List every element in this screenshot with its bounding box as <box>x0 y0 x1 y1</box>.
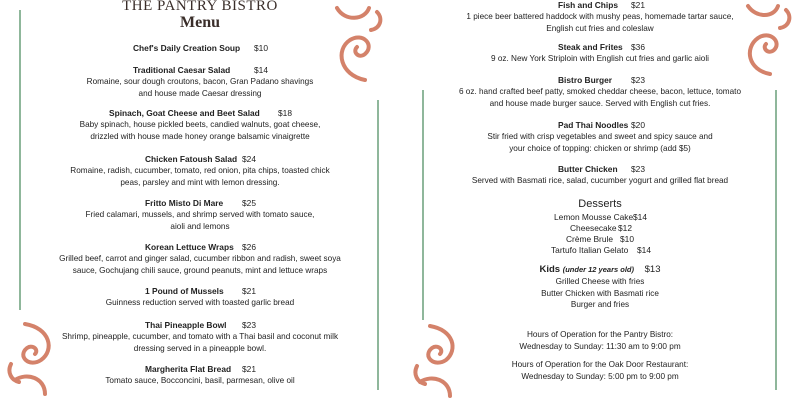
menu-subtitle: Menu <box>180 14 220 31</box>
item-description: Grilled beef, carrot and ginger salad, cucumber ribbon and radish, sweet soya sauce, Gochujang chili sauce, ground peanuts, mint and lettuce wraps <box>59 254 341 275</box>
item-name: Thai Pineapple Bowl <box>145 320 227 330</box>
kids-price: $13 <box>644 264 661 275</box>
item-price: $21 <box>242 286 256 296</box>
item-price: $10 <box>254 43 268 53</box>
item-description: Shrimp, pineapple, cucumber, and tomato with a Thai basil and coconut milk dressing served in a pineapple bowl. <box>61 332 339 353</box>
item-price: $23 <box>631 75 645 85</box>
item-price: $14 <box>254 65 268 75</box>
dessert-name: Tartufo Italian Gelato <box>551 245 629 255</box>
item-price: $18 <box>278 108 292 118</box>
item-description: Romaine, sour dough croutons, bacon, Gran Padano shavings and house made Caesar dressing <box>86 77 314 98</box>
item-name: Bistro Burger <box>558 75 612 85</box>
item-name: Fish and Chips <box>558 0 619 10</box>
hours-value: Wednesday to Sunday: 5:00 pm to 9:00 pm <box>521 371 679 381</box>
kids-item: Burger and fries <box>570 300 630 309</box>
item-price: $23 <box>631 164 645 174</box>
item-name: Korean Lettuce Wraps <box>145 242 234 252</box>
hours-pantry-bistro <box>400 329 800 352</box>
item-name: Spinach, Goat Cheese and Beet Salad <box>109 108 260 118</box>
item-description: 9 oz. New York Striploin with English cut fries and garlic aioli <box>491 54 709 63</box>
item-description: Stir fried with crisp vegetables and sweet and spicy sauce and your choice of topping: chicken or shrimp (add $5) <box>487 132 713 153</box>
item-name: Fritto Misto Di Mare <box>145 198 224 208</box>
item-name: Pad Thai Noodles <box>558 120 629 130</box>
kids-age-note: (under 12 years old) <box>562 265 634 274</box>
item-price: $36 <box>631 42 645 52</box>
item-name: Chef's Daily Creation Soup <box>133 43 241 53</box>
dessert-price: $14 <box>637 245 651 255</box>
item-price: $26 <box>242 242 256 252</box>
dessert-price: $14 <box>633 212 647 222</box>
item-name: 1 Pound of Mussels <box>145 286 224 296</box>
item-name: Chicken Fatoush Salad <box>145 154 238 164</box>
dessert-price: $12 <box>618 223 632 233</box>
item-name: Traditional Caesar Salad <box>133 65 231 75</box>
item-price: $20 <box>631 120 645 130</box>
item-description: Baby spinach, house pickled beets, candied walnuts, goat cheese, drizzled with house made honey orange balsamic vinaigrette <box>79 120 321 141</box>
kids-items <box>400 276 800 311</box>
dessert-price: $10 <box>620 234 634 244</box>
kids-heading: Kids <box>539 264 561 275</box>
dessert-name: Cheesecake <box>570 223 617 233</box>
item-price: $25 <box>242 198 256 208</box>
hours-label: Hours of Operation for the Pantry Bistro: <box>526 330 674 339</box>
item-price: $24 <box>242 154 256 164</box>
kids-item: Butter Chicken with Basmati rice <box>541 288 659 298</box>
item-price: $21 <box>242 364 256 374</box>
item-description: Fried calamari, mussels, and shrimp served with tomato sauce, aioli and lemons <box>85 210 315 231</box>
menu-page-right <box>400 0 800 400</box>
item-price: $23 <box>242 320 256 330</box>
item-description: Tomato sauce, Bocconcini, basil, parmesan, olive oil <box>105 376 295 385</box>
item-price: $21 <box>631 0 645 10</box>
item-name: Steak and Frites <box>558 42 623 52</box>
desserts-heading: Desserts <box>578 198 622 210</box>
dessert-name: Crème Brule <box>566 234 614 244</box>
item-description: 1 piece beer battered haddock with mushy peas, homemade tartar sauce, English cut fries and coleslaw <box>466 12 734 33</box>
item-description: Served with Basmati rice, salad, cucumber yogurt and grilled flat bread <box>471 176 729 185</box>
hours-label: Hours of Operation for the Oak Door Restaurant: <box>511 360 689 369</box>
item-name: Butter Chicken <box>558 164 618 174</box>
item-description: Romaine, radish, cucumber, tomato, red onion, pita chips, toasted chick peas, parsley and mint with lemon dressing. <box>70 166 330 187</box>
kids-heading-row <box>400 264 800 275</box>
item-description: Guinness reduction served with toasted garlic bread <box>105 298 295 307</box>
hours-value: Wednesday to Sunday: 11:30 am to 9:00 pm <box>519 341 681 351</box>
kids-item: Grilled Cheese with fries <box>555 277 645 286</box>
item-name: Margherita Flat Bread <box>145 364 232 374</box>
hours-oak-door <box>400 359 800 382</box>
dessert-name: Lemon Mousse Cake <box>554 212 634 222</box>
restaurant-title: THE PANTRY BISTRO <box>122 0 278 14</box>
item-description: 6 oz. hand crafted beef patty, smoked cheddar cheese, bacon, lettuce, tomato and house made burger sauce. Served with English cut fries. <box>458 87 742 108</box>
